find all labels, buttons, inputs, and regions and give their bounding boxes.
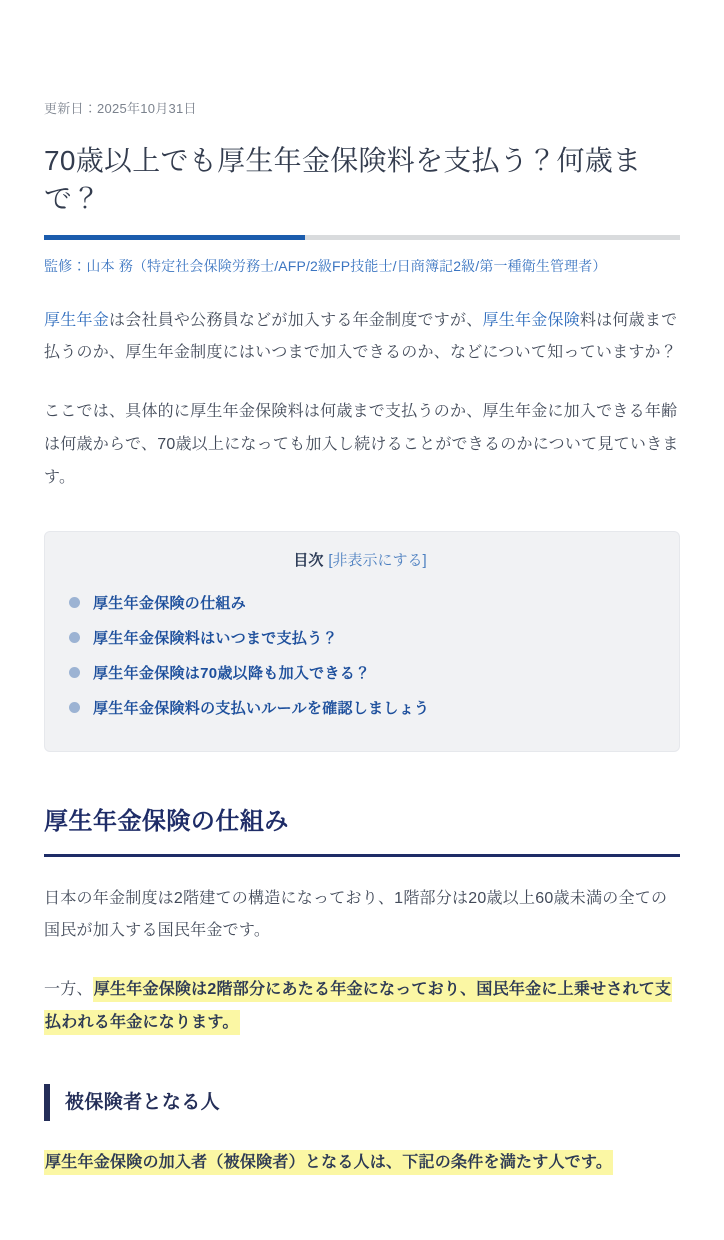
page-title: 70歳以上でも厚生年金保険料を支払う？何歳まで？	[44, 145, 642, 214]
toc-link-4[interactable]: 厚生年金保険料の支払いルールを確認しましょう	[93, 699, 430, 717]
intro-paragraph-1-text-a: は会社員や公務員などが加入する年金制度ですが、	[108, 311, 483, 329]
intro-paragraph-1	[44, 305, 680, 371]
toc-bullet-icon	[69, 702, 80, 713]
toc-link-3[interactable]: 厚生年金保険は70歳以降も加入できる？	[93, 664, 371, 682]
toc-bullet-icon	[69, 597, 80, 608]
toc-header	[69, 549, 651, 570]
highlight-text-conditions: 厚生年金保険の加入者（被保険者）となる人は、下記の条件を満たす人です。	[44, 1150, 613, 1175]
toc-title: 目次	[293, 551, 324, 569]
subsection-heading-hihokensha: 被保険者となる人	[44, 1084, 680, 1122]
supervisor-link[interactable]: 監修：山本 務（特定社会保険労務士/AFP/2級FP技能士/日商簿記2級/第一種衛生管理者）	[44, 257, 607, 274]
kosei-nenkin-hoken-link[interactable]: 厚生年金保険	[482, 311, 580, 329]
section-paragraph-2-prefix: 一方、	[44, 981, 93, 999]
section-heading-shikumi: 厚生年金保険の仕組み	[44, 801, 680, 857]
highlight-text-pension-2f: 厚生年金保険は2階部分にあたる年金になっており、国民年金に上乗せされて支払われる年金になります。	[44, 977, 672, 1035]
toc-bullet-icon	[69, 667, 80, 678]
intro-paragraph-1-text-b: 料は何歳まで払うのか、厚生年金制度にはいつまで加入できるのか、などについて知っていますか？	[44, 311, 678, 362]
toc-item[interactable]	[69, 585, 651, 620]
toc-list	[69, 585, 651, 725]
section-paragraph-1: 日本の年金制度は2階建ての構造になっており、1階部分は20歳以上60歳未満の全ての国民が加入する国民年金です。	[44, 889, 668, 940]
reading-progress-bar	[44, 235, 680, 240]
section-paragraph-3	[44, 1147, 680, 1180]
kosei-nenkin-link[interactable]: 厚生年金	[44, 311, 109, 329]
toc-box	[44, 531, 680, 752]
toc-hide-toggle-link[interactable]: [非表示にする]	[328, 551, 427, 569]
toc-item[interactable]	[69, 690, 651, 725]
toc-bullet-icon	[69, 632, 80, 643]
toc-link-1[interactable]: 厚生年金保険の仕組み	[93, 594, 247, 612]
updated-date: 更新日：2025年10月31日	[44, 101, 197, 116]
toc-item[interactable]	[69, 620, 651, 655]
toc-link-2[interactable]: 厚生年金保険料はいつまで支払う？	[93, 629, 338, 647]
reading-progress-fill	[44, 235, 305, 240]
intro-paragraph-2: ここでは、具体的に厚生年金保険料は何歳まで支払うのか、厚生年金に加入できる年齢は何歳からで、70歳以上になっても加入し続けることができるのかについて見ていきます。	[44, 403, 679, 486]
section-paragraph-2	[44, 974, 680, 1040]
toc-item[interactable]	[69, 655, 651, 690]
